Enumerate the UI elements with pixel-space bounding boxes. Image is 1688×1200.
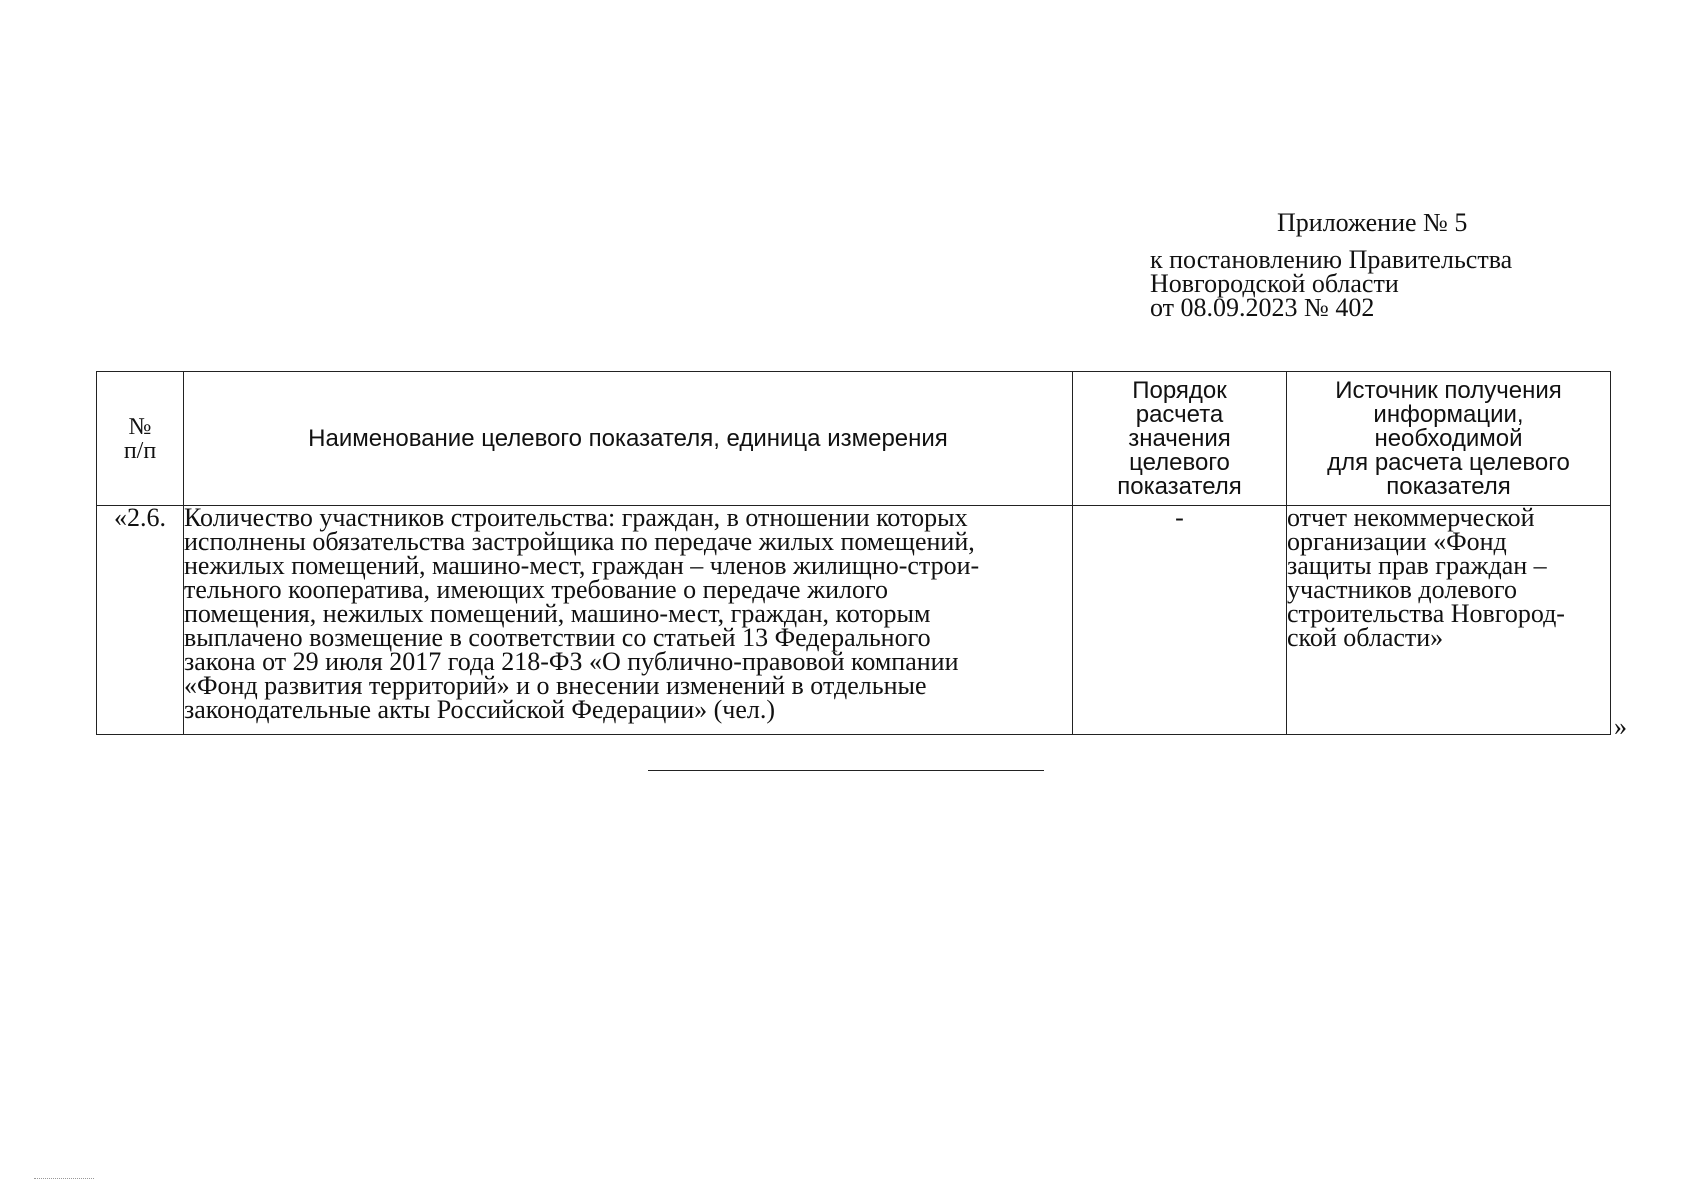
indicator-name-line: закона от 29 июля 2017 года 218-ФЗ «О публично-правовой компании (184, 647, 959, 676)
header-order-line: расчета (1135, 400, 1224, 428)
header-source-line: информации, (1373, 400, 1524, 428)
indicator-name-line: исполнены обязательства застройщика по передаче жилых помещений, (184, 527, 975, 556)
footer-scan-mark (34, 1178, 94, 1179)
row-number: «2.6. (97, 506, 184, 735)
indicators-table (96, 371, 1611, 735)
table-row (97, 506, 1611, 735)
closing-quote: » (1614, 712, 1627, 741)
row-indicator-name (184, 503, 1073, 735)
header-source-line: необходимой (1374, 424, 1523, 452)
header-order-line: целевого (1129, 448, 1230, 476)
header-number (97, 372, 184, 506)
annex-title: Приложение № 5 (1277, 208, 1468, 237)
end-divider (648, 770, 1044, 771)
indicator-name-line: нежилых помещений, машино-мест, граждан – членов жилищно-строи- (184, 551, 980, 580)
source-line: организации «Фонд (1287, 527, 1507, 556)
header-source-line: Источник получения (1335, 376, 1562, 404)
header-number-line: п/п (123, 437, 157, 464)
row-calculation-order: - (1073, 506, 1287, 735)
source-line: отчет некоммерческой (1287, 503, 1535, 532)
annex-line-resolution: к постановлению Правительства (1150, 245, 1513, 274)
indicator-name-line: помещения, нежилых помещений, машино-мест, граждан, которым (184, 599, 931, 628)
indicator-name-line: законодательные акты Российской Федерации» (чел.) (184, 695, 776, 724)
indicator-name-line: тельного кооператива, имеющих требование о передаче жилого (184, 575, 888, 604)
row-information-source (1287, 503, 1611, 735)
indicator-name-line: выплачено возмещение в соответствии со статьей 13 Федерального (184, 623, 931, 652)
header-order-line: Порядок (1132, 376, 1227, 404)
header-source-line: показателя (1386, 472, 1511, 500)
table-header-row (97, 372, 1611, 506)
source-line: защиты прав граждан – (1287, 551, 1547, 580)
header-number-line: № (128, 413, 152, 440)
header-order (1073, 372, 1287, 506)
annex-line-date: от 08.09.2023 № 402 (1150, 293, 1375, 322)
annex-line-region: Новгородской области (1150, 269, 1399, 298)
header-order-line: показателя (1117, 472, 1242, 500)
source-line: ской области» (1287, 623, 1444, 652)
indicator-name-line: Количество участников строительства: граждан, в отношении которых (184, 503, 968, 532)
header-name: Наименование целевого показателя, единица измерения (184, 372, 1073, 506)
source-line: строительства Новгород- (1287, 599, 1565, 628)
header-source (1287, 372, 1611, 506)
header-source-line: для расчета целевого (1327, 448, 1570, 476)
source-line: участников долевого (1287, 575, 1517, 604)
header-order-line: значения (1128, 424, 1231, 452)
indicator-name-line: «Фонд развития территорий» и о внесении изменений в отдельные (184, 671, 927, 700)
